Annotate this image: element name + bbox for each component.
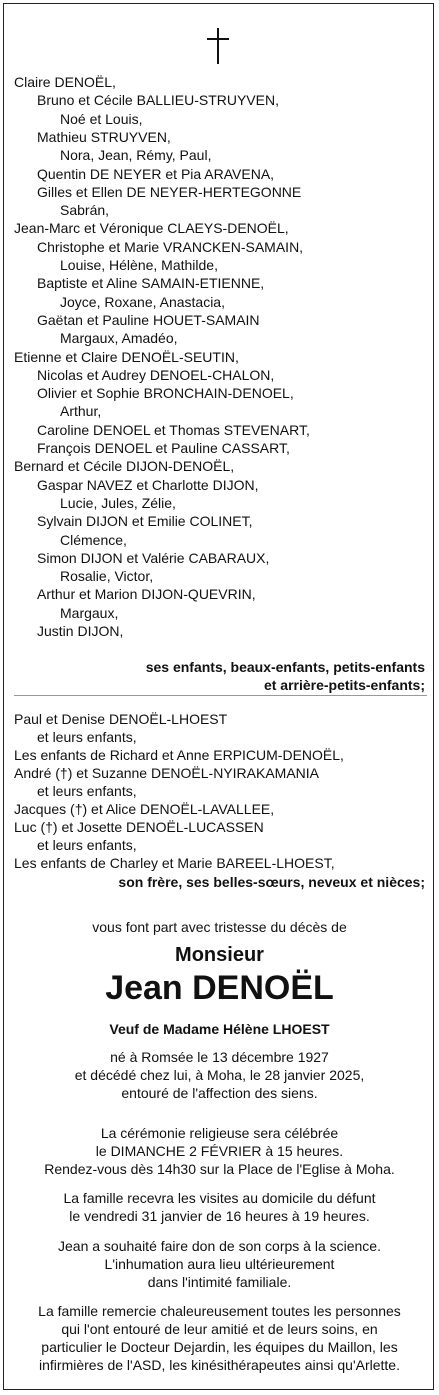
paragraph-line: La famille remercie chaleureusement toutes les personnes (38, 1303, 401, 1319)
family-line: Bernard et Cécile DIJON-DENOËL, (14, 458, 235, 475)
paragraph-line: dans l'intimité familiale. (147, 1274, 292, 1290)
paragraph-line: le vendredi 31 janvier de 16 heures à 19 heures. (69, 1208, 370, 1224)
sibling-line: et leurs enfants, (37, 729, 137, 745)
paragraph-line: La cérémonie religieuse sera célébrée (100, 1125, 339, 1141)
family-line: Lucie, Jules, Zélie, (60, 494, 176, 511)
family-line: Sylvain DIJON et Emilie COLINET, (37, 513, 253, 530)
sibling-line: Les enfants de Charley et Marie BAREEL-LHOEST, (14, 855, 335, 871)
honorific: Monsieur (175, 944, 264, 966)
sibling-line: André (†) et Suzanne DENOËL-NYIRAKAMANIA (14, 765, 320, 781)
deceased-name: Jean DENOËL (105, 969, 334, 1007)
paragraph-line: La famille recevra les visites au domicile du défunt (63, 1190, 376, 1206)
family-line: Noé et Louis, (60, 110, 143, 127)
sibling-line: Les enfants de Richard et Anne ERPICUM-DENOËL, (14, 747, 344, 763)
family-line: Arthur et Marion DIJON-QUEVRIN, (37, 586, 256, 603)
family-line: Gaspar NAVEZ et Charlotte DIJON, (37, 476, 259, 493)
paragraph-line: Rendez-vous dès 14h30 sur la Place de l'Eglise à Moha. (44, 1161, 395, 1177)
paragraph-line: qui l'ont entouré de leur amitié et de leurs soins, en (61, 1321, 378, 1337)
paragraph-line: particulier le Docteur Dejardin, les équipes du Maillon, les (41, 1339, 398, 1355)
family-line: Mathieu STRUYVEN, (37, 128, 171, 145)
cross-icon (207, 28, 229, 64)
family-line: Jean-Marc et Véronique CLAEYS-DENOËL, (14, 220, 289, 237)
family-line: Gilles et Ellen DE NEYER-HERTEGONNE (37, 183, 302, 200)
intro-text: vous font part avec tristesse du décès de (92, 919, 347, 935)
family-line: Christophe et Marie VRANCKEN-SAMAIN, (37, 238, 304, 255)
family-line: Justin DIJON, (37, 623, 124, 639)
divider (14, 695, 427, 696)
sibling-line: et leurs enfants, (37, 783, 137, 799)
family-line: Nicolas et Audrey DENOEL-CHALON, (37, 366, 275, 383)
family-line: Simon DIJON et Valérie CABARAUX, (37, 549, 270, 566)
family-line: Clémence, (60, 531, 127, 548)
family-line: Louise, Hélène, Mathilde, (60, 257, 218, 273)
family-line: Arthur, (60, 403, 102, 420)
family-line: Nora, Jean, Rémy, Paul, (60, 147, 212, 164)
family-line: Bruno et Cécile BALLIEU-STRUYVEN, (37, 92, 279, 109)
sibling-line: Jacques (†) et Alice DENOËL-LAVALLEE, (14, 801, 275, 817)
family-line: Margaux, Amadéo, (60, 330, 178, 347)
family-line: Margaux, (60, 604, 119, 621)
siblings-summary-line: son frère, ses belles-sœurs, neveux et nièces; (118, 874, 425, 890)
family-summary-line: et arrière-petits-enfants; (263, 677, 425, 693)
family-summary-line: ses enfants, beaux-enfants, petits-enfants (145, 659, 425, 675)
family-line: Rosalie, Victor, (60, 568, 154, 585)
paragraph-line: et décédé chez lui, à Moha, le 28 janvier 2025, (74, 1067, 365, 1083)
paragraph-line: Jean a souhaité faire don de son corps à la science. (58, 1238, 381, 1254)
paragraph-line: le DIMANCHE 2 FÉVRIER à 15 heures. (95, 1143, 344, 1159)
paragraph-line: entouré de l'affection des siens. (121, 1085, 318, 1101)
family-line: Gaëtan et Pauline HOUET-SAMAIN (37, 311, 260, 328)
family-line: Etienne et Claire DENOËL-SEUTIN, (14, 348, 239, 365)
family-line: Sabrán, (60, 202, 110, 219)
sibling-line: Paul et Denise DENOËL-LHOEST (14, 711, 228, 727)
paragraph-line: infirmières de l'ASD, les kinésithérapeutes ainsi qu'Arlette. (39, 1357, 400, 1373)
family-line: François DENOEL et Pauline CASSART, (37, 440, 290, 456)
family-line: Caroline DENOEL et Thomas STEVENART, (37, 421, 310, 438)
family-line: Olivier et Sophie BRONCHAIN-DENOEL, (37, 385, 294, 402)
family-line: Claire DENOËL, (14, 74, 116, 90)
family-line: Joyce, Roxane, Anastacia, (60, 293, 225, 310)
sibling-line: Luc (†) et Josette DENOËL-LUCASSEN (14, 819, 264, 835)
sibling-line: et leurs enfants, (37, 837, 137, 853)
paragraph-line: L'inhumation aura lieu ultérieurement (104, 1256, 335, 1272)
family-line: Quentin DE NEYER et Pia ARAVENA, (37, 165, 275, 182)
paragraph-line: né à Romsée le 13 décembre 1927 (110, 1049, 329, 1065)
widower-line: Veuf de Madame Hélène LHOEST (109, 1021, 330, 1037)
family-line: Baptiste et Aline SAMAIN-ETIENNE, (37, 275, 265, 292)
